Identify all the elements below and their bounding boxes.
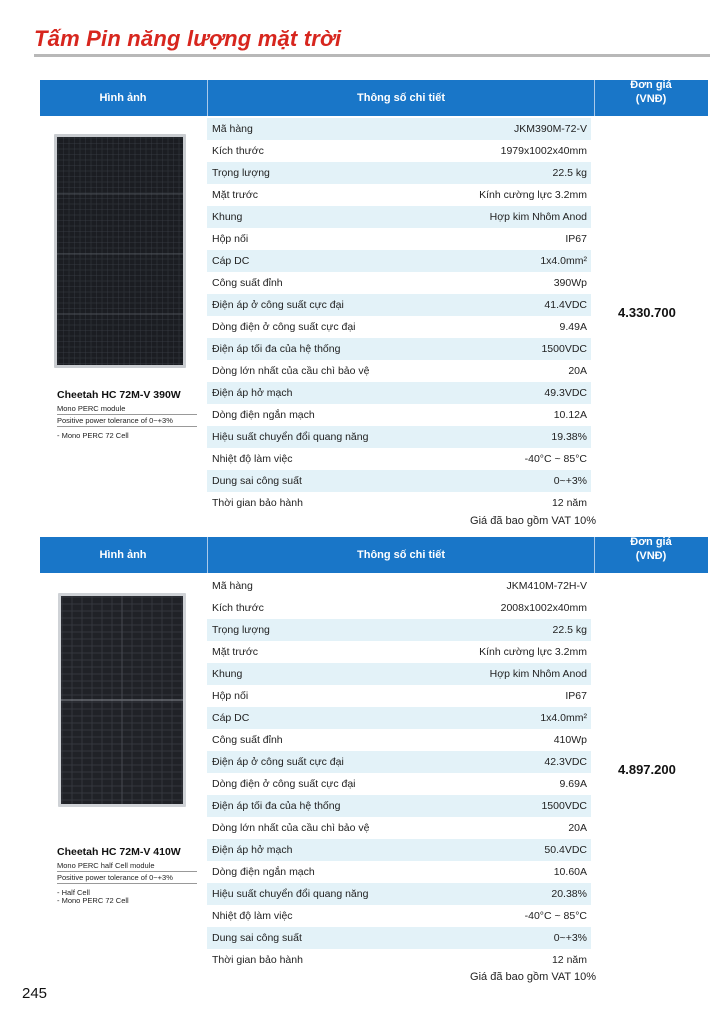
header-spec-col: Thông số chi tiết — [207, 80, 595, 116]
spec-row — [207, 795, 591, 817]
spec-label: Dòng lớn nhất của cầu chì bảo vệ — [212, 822, 370, 834]
spec-row — [207, 949, 591, 971]
spec-label: Thời gian bảo hành — [212, 497, 303, 509]
product-note: - Half Cell — [57, 888, 90, 897]
spec-label: Nhiệt độ làm việc — [212, 453, 293, 465]
spec-row — [207, 575, 591, 597]
spec-value: 1500VDC — [541, 343, 587, 355]
spec-value: 1500VDC — [541, 800, 587, 812]
spec-value: 12 năm — [551, 497, 587, 509]
spec-label: Điện áp tối đa của hệ thống — [212, 343, 341, 355]
spec-label: Cáp DC — [212, 712, 250, 724]
header-spec-col: Thông số chi tiết — [207, 537, 595, 573]
spec-row — [207, 118, 591, 140]
spec-label: Điện áp hở mạch — [212, 387, 293, 399]
spec-value: Hợp kim Nhôm Anod — [489, 211, 587, 223]
spec-label: Dòng điện ở công suất cực đại — [212, 321, 356, 333]
spec-label: Công suất đỉnh — [212, 734, 283, 746]
spec-row — [207, 492, 591, 514]
spec-label: Dòng điện ngắn mạch — [212, 409, 315, 421]
spec-value: 2008x1002x40mm — [500, 602, 587, 614]
spec-label: Hộp nối — [212, 233, 249, 245]
solar-panel-image — [54, 134, 186, 368]
product-description: Mono PERC half Cell module — [57, 861, 197, 872]
spec-row — [207, 470, 591, 492]
spec-value: 9.49A — [559, 321, 587, 333]
spec-row — [207, 773, 591, 795]
spec-label: Dung sai công suất — [212, 475, 302, 487]
spec-label: Cáp DC — [212, 255, 250, 267]
spec-label: Điện áp tối đa của hệ thống — [212, 800, 341, 812]
spec-value: -40°C ~ 85°C — [524, 910, 587, 922]
spec-row — [207, 685, 591, 707]
spec-value: 1x4.0mm² — [540, 255, 587, 267]
spec-row — [207, 162, 591, 184]
spec-value: IP67 — [565, 233, 587, 245]
spec-value: 0~+3% — [553, 475, 587, 487]
spec-row — [207, 360, 591, 382]
page-number: 245 — [22, 985, 48, 1002]
spec-value: 22.5 kg — [552, 624, 587, 636]
spec-label: Kích thước — [212, 602, 264, 614]
spec-value: 49.3VDC — [544, 387, 587, 399]
spec-label: Dòng điện ngắn mạch — [212, 866, 315, 878]
spec-row — [207, 382, 591, 404]
product-name: Cheetah HC 72M-V 410W — [57, 846, 181, 858]
product-name: Cheetah HC 72M-V 390W — [57, 389, 181, 401]
spec-value: 12 năm — [551, 954, 587, 966]
spec-value: 0~+3% — [553, 932, 587, 944]
spec-label: Điện áp ở công suất cực đại — [212, 756, 344, 768]
header-price-label: Đơn giá — [630, 79, 672, 91]
spec-row — [207, 641, 591, 663]
spec-value: Kính cường lực 3.2mm — [479, 646, 587, 658]
product-note: - Mono PERC 72 Cell — [57, 431, 129, 440]
spec-row — [207, 839, 591, 861]
spec-label: Điện áp hở mạch — [212, 844, 293, 856]
header-image-col: Hình ảnh — [99, 549, 147, 561]
spec-value: 10.12A — [553, 409, 587, 421]
spec-label: Công suất đỉnh — [212, 277, 283, 289]
spec-value: JKM390M-72-V — [514, 123, 587, 135]
spec-value: 410Wp — [553, 734, 587, 746]
header-price-unit: (VNĐ) — [635, 550, 667, 562]
spec-row — [207, 905, 591, 927]
spec-value: 1979x1002x40mm — [500, 145, 587, 157]
spec-value: 1x4.0mm² — [540, 712, 587, 724]
spec-row — [207, 228, 591, 250]
spec-label: Mã hàng — [212, 580, 253, 592]
spec-row — [207, 404, 591, 426]
spec-value: 20A — [568, 822, 587, 834]
spec-row — [207, 250, 591, 272]
spec-row — [207, 619, 591, 641]
spec-row — [207, 272, 591, 294]
spec-row — [207, 663, 591, 685]
spec-label: Khung — [212, 211, 243, 223]
spec-row — [207, 861, 591, 883]
solar-panel-image — [58, 593, 186, 807]
spec-row — [207, 426, 591, 448]
product-price: 4.897.200 — [618, 762, 676, 777]
spec-row — [207, 448, 591, 470]
product-tolerance: Positive power tolerance of 0~+3% — [57, 873, 197, 884]
header-price-unit: (VNĐ) — [635, 93, 667, 105]
spec-label: Mặt trước — [212, 189, 258, 201]
spec-label: Khung — [212, 668, 243, 680]
spec-row — [207, 316, 591, 338]
spec-label: Dòng lớn nhất của cầu chì bảo vệ — [212, 365, 370, 377]
spec-row — [207, 883, 591, 905]
spec-row — [207, 206, 591, 228]
spec-label: Hiệu suất chuyển đổi quang năng — [212, 431, 369, 443]
spec-row — [207, 140, 591, 162]
table-header — [40, 537, 708, 573]
spec-label: Mặt trước — [212, 646, 258, 658]
spec-label: Thời gian bảo hành — [212, 954, 303, 966]
title-divider — [34, 54, 710, 57]
spec-value: 10.60A — [553, 866, 587, 878]
header-price-label: Đơn giá — [630, 536, 672, 548]
spec-value: JKM410M-72H-V — [506, 580, 587, 592]
spec-row — [207, 751, 591, 773]
table-header — [40, 80, 708, 116]
spec-row — [207, 184, 591, 206]
spec-row — [207, 927, 591, 949]
vat-note: Giá đã bao gồm VAT 10% — [470, 515, 596, 527]
product-price: 4.330.700 — [618, 305, 676, 320]
product-note: - Mono PERC 72 Cell — [57, 896, 129, 905]
spec-value: 390Wp — [553, 277, 587, 289]
spec-label: Kích thước — [212, 145, 264, 157]
spec-row — [207, 729, 591, 751]
spec-label: Trọng lượng — [212, 624, 270, 636]
spec-value: 19.38% — [551, 431, 587, 443]
spec-label: Mã hàng — [212, 123, 253, 135]
header-image-col: Hình ảnh — [99, 92, 147, 104]
spec-value: 9.69A — [559, 778, 587, 790]
product-tolerance: Positive power tolerance of 0~+3% — [57, 416, 197, 427]
spec-value: 50.4VDC — [544, 844, 587, 856]
product-block — [40, 80, 708, 530]
spec-row — [207, 597, 591, 619]
spec-value: -40°C ~ 85°C — [524, 453, 587, 465]
vat-note: Giá đã bao gồm VAT 10% — [470, 971, 596, 983]
spec-label: Hiệu suất chuyển đổi quang năng — [212, 888, 369, 900]
spec-label: Dòng điện ở công suất cực đại — [212, 778, 356, 790]
spec-value: 20A — [568, 365, 587, 377]
spec-value: 42.3VDC — [544, 756, 587, 768]
spec-row — [207, 294, 591, 316]
spec-label: Dung sai công suất — [212, 932, 302, 944]
spec-label: Điện áp ở công suất cực đại — [212, 299, 344, 311]
spec-label: Hộp nối — [212, 690, 249, 702]
spec-label: Nhiệt độ làm việc — [212, 910, 293, 922]
spec-row — [207, 817, 591, 839]
spec-value: 22.5 kg — [552, 167, 587, 179]
spec-value: Hợp kim Nhôm Anod — [489, 668, 587, 680]
product-description: Mono PERC module — [57, 404, 197, 415]
spec-row — [207, 338, 591, 360]
spec-label: Trọng lượng — [212, 167, 270, 179]
header-price-col — [594, 531, 708, 567]
spec-value: 20.38% — [551, 888, 587, 900]
spec-value: Kính cường lực 3.2mm — [479, 189, 587, 201]
spec-value: IP67 — [565, 690, 587, 702]
page-title: Tấm Pin năng lượng mặt trời — [34, 26, 342, 51]
spec-row — [207, 707, 591, 729]
product-block — [40, 537, 708, 987]
header-price-col — [594, 74, 708, 110]
spec-value: 41.4VDC — [544, 299, 587, 311]
